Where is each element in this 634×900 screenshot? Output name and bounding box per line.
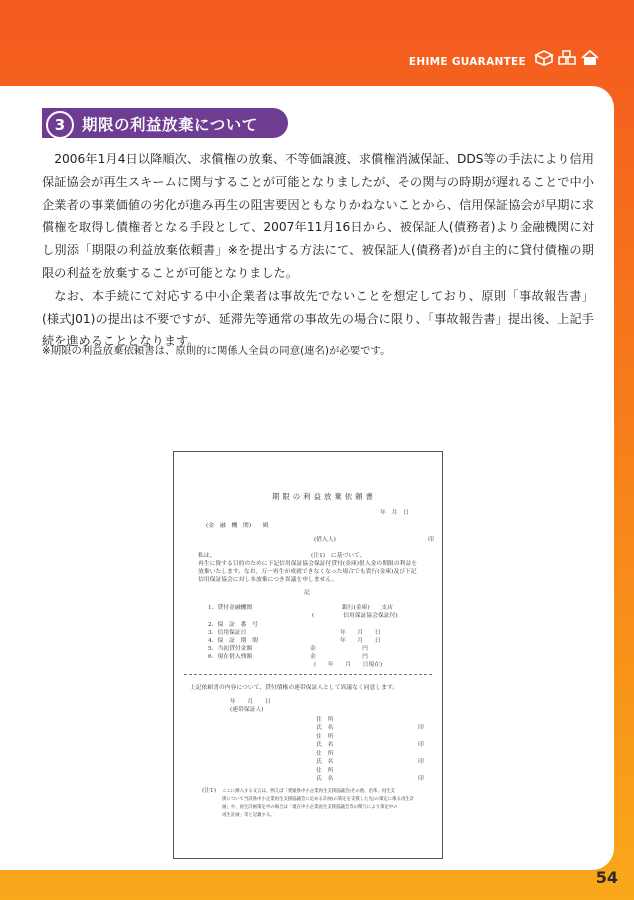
form-item-3-value: 年 月 日 bbox=[340, 630, 381, 636]
form-ki: 記 bbox=[304, 590, 310, 596]
form-seal-3: 印 bbox=[418, 759, 424, 765]
form-item-1-label: 1．貸付金融機関 bbox=[208, 605, 253, 611]
form-cut-line bbox=[184, 674, 432, 675]
form-address-1: 住 所 bbox=[316, 717, 334, 723]
page-number: 54 bbox=[595, 868, 618, 887]
box-icon bbox=[534, 50, 554, 70]
boxes-icon bbox=[557, 50, 577, 70]
form-name-3: 氏 名 bbox=[316, 759, 334, 765]
form-seal-4: 印 bbox=[418, 776, 424, 782]
form-guarantor-label: (連帯保証人) bbox=[230, 707, 264, 713]
form-borrower-label: (借入人) bbox=[314, 537, 336, 543]
form-item-5: 5．当初貸付金額 bbox=[208, 646, 253, 652]
form-address-3: 住 所 bbox=[316, 751, 334, 757]
form-item-1-value: 銀行(金庫) 支店 bbox=[342, 605, 393, 611]
form-note-line-3: 画」や、再生計画策定中の場合は「現在中小企業再生支援協議会等の関与により策定中の bbox=[222, 805, 398, 810]
form-para-4: 信用保証協会に対し本放棄につき異議を申しません。 bbox=[198, 577, 338, 583]
form-seal-borrower: 印 bbox=[428, 537, 434, 543]
form-seal-2: 印 bbox=[418, 742, 424, 748]
form-item-4-value: 年 月 日 bbox=[340, 638, 381, 644]
form-note-line-2: 援について当該県中小企業再生支援協議会に定める計画)の策定を支援した先)の策定に係る再生計 bbox=[222, 797, 415, 802]
brand-icons bbox=[534, 50, 600, 70]
form-name-1: 氏 名 bbox=[316, 725, 334, 731]
form-item-4: 4．保 証 期 間 bbox=[208, 638, 259, 644]
form-date: 年 月 日 bbox=[380, 510, 409, 516]
footnote: ※期限の利益放棄依頼書は、原則的に関係人全員の同意(連名)が必要です。 bbox=[42, 345, 391, 357]
waiver-request-form bbox=[173, 451, 443, 859]
form-para-2: 再生に資する目的のために下記信用保証協会保証付貸付(金庫)借入金の期限の利益を bbox=[198, 561, 418, 567]
section-number: 3 bbox=[46, 111, 74, 139]
form-note-line-1: ここに挿入する文言は、例えば「愛媛県中小企業再生支援協議会(その他、沿革、再生支 bbox=[222, 789, 395, 794]
form-item-5-value: 金 円 bbox=[310, 646, 368, 652]
section-title: 期限の利益放棄について bbox=[82, 116, 258, 134]
form-item-6-value: 金 円 bbox=[310, 654, 368, 660]
form-address-2: 住 所 bbox=[316, 734, 334, 740]
form-seal-1: 印 bbox=[418, 725, 424, 731]
form-para-3: 放棄いたします。なお、万一再生が成就できなくなった場合でも貴行(金庫)及び下記 bbox=[198, 569, 417, 575]
form-title: 期限の利益放棄依頼書 bbox=[272, 492, 376, 501]
paragraph-1: 2006年1月4日以降順次、求償権の放棄、不等価譲渡、求償権消滅保証、DDS等の手法により信用保証協会が再生スキームに関与することが可能となりましたが、その関与の時期が遅れることで中小企業者の事業価値の劣化が進み再生の阻害要因ともなりかねないことから、信用保証協会が早期に求償権を取得し債権者となる手段として、2007年11月16日から、被保証人(債務者)より金融機関に対し別添「期限の利益放棄依頼書」※を提出する方法にて、被保証人(債務者)が自主的に貸付債権の期限の利益を放棄することが可能となりました。 bbox=[42, 152, 594, 280]
form-consent-date: 年 月 日 bbox=[230, 699, 271, 705]
form-note-line-4: 再生計画」等と記載する。 bbox=[222, 813, 275, 818]
form-item-6: 6．現在借入残額 bbox=[208, 654, 253, 660]
form-name-4: 氏 名 bbox=[316, 776, 334, 782]
form-para-1: 私は、 (注1) に基づいて、 bbox=[198, 553, 366, 559]
brand-label: EHIME GUARANTEE bbox=[408, 56, 526, 68]
form-item-2: 2．保 証 番 号 bbox=[208, 622, 259, 628]
form-item-3: 3．信用保証日 bbox=[208, 630, 247, 636]
paragraph-2: なお、本手続にて対応する中小企業者は事故先でないことを想定しており、原則「事故報告書」(様式J01)の提出は不要ですが、延滞先等通常の事故先の場合に限り、「事故報告書」提出後、上記手続を進めることとなります。 bbox=[42, 288, 594, 349]
form-item-1-value-2: ( 信用保証協会保証付) bbox=[312, 613, 398, 619]
form-address-4: 住 所 bbox=[316, 768, 334, 774]
body-text bbox=[42, 148, 594, 353]
form-addressee: (金 融 機 関) 殿 bbox=[206, 523, 269, 529]
form-name-2: 氏 名 bbox=[316, 742, 334, 748]
form-note-label: (注1) bbox=[202, 788, 217, 794]
house-icon bbox=[580, 50, 600, 70]
form-consent: 上記依頼書の内容について、貸付債権の連帯保証人として異議なく同意します。 bbox=[190, 685, 398, 691]
form-item-6-value-2: ( 年 月 日現在) bbox=[314, 662, 383, 668]
